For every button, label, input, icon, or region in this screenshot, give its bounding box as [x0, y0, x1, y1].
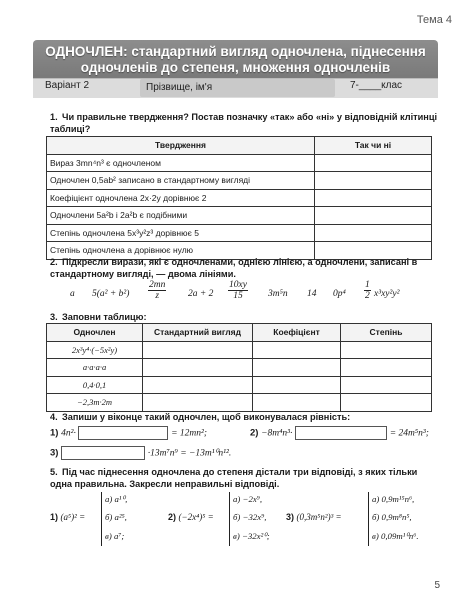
answer-cell[interactable] — [253, 341, 341, 359]
title-line-1: ОДНОЧЛЕН: стандартний вигляд одночлена, піднесення — [45, 44, 426, 59]
numerator: 10xy — [229, 280, 247, 290]
numerator: 1 — [365, 280, 370, 290]
col-header: Степінь — [341, 324, 432, 342]
expression-row — [0, 280, 474, 306]
left-expr: −8m⁴n³· — [261, 428, 293, 439]
question-1 — [50, 111, 440, 135]
option[interactable]: а) −2x⁹, — [233, 494, 263, 504]
expression[interactable]: 3m⁵n — [268, 289, 288, 299]
question-text: Підкресли вирази, які є одночленами, однією лінією, а одночлени, записані в стандартному вигляді, — двома лініями. — [50, 257, 418, 279]
expression[interactable] — [364, 280, 371, 301]
answer-cell[interactable] — [143, 359, 253, 377]
answer-cell[interactable] — [315, 189, 432, 207]
option[interactable]: б) a²⁵, — [105, 512, 127, 522]
option[interactable]: б) −32x⁹, — [233, 512, 267, 522]
group-label: 3) — [286, 512, 295, 522]
question-text: Запиши у віконце такий одночлен, щоб виконувалася рівність: — [62, 412, 351, 422]
question-text: Чи правильне твердження? Постав позначку «так» або «ні» у відповідній клітинці таблиці? — [50, 112, 438, 134]
item-label: 3) — [50, 447, 59, 459]
option[interactable]: а) 0,9m¹⁵n⁶, — [372, 494, 415, 504]
monomial-cell: −2,3m·2m — [47, 394, 143, 412]
answer-cell[interactable] — [253, 376, 341, 394]
answer-box[interactable] — [61, 446, 145, 460]
item-label: 1) — [50, 427, 59, 439]
group-label: 2) — [168, 512, 177, 522]
answer-cell[interactable] — [253, 359, 341, 377]
option[interactable]: а) a¹⁰, — [105, 494, 128, 504]
statement-cell: Степінь одночлена a дорівнює нулю — [47, 242, 315, 260]
option[interactable]: б) 0,9m⁸n⁵, — [372, 512, 412, 522]
topic-label: Тема 4 — [416, 14, 452, 26]
answer-cell[interactable] — [315, 224, 432, 242]
statement-cell: Вираз 3mn⁴n³ є одночленом — [47, 154, 315, 172]
answer-cell[interactable] — [315, 207, 432, 225]
statement-cell: Коефіцієнт одночлена 2x·2y дорівнює 2 — [47, 189, 315, 207]
option[interactable]: в) a⁷; — [105, 531, 125, 541]
class-field[interactable]: 7-____клас — [350, 80, 403, 91]
question-5 — [50, 466, 440, 490]
col-header: Твердження — [47, 137, 315, 155]
question-number: 1. — [50, 112, 58, 122]
item-label: 2) — [250, 427, 259, 439]
answer-box[interactable] — [295, 426, 387, 440]
group-expr: (a⁵)² = — [60, 512, 86, 522]
answer-box[interactable] — [78, 426, 168, 440]
q3-table — [46, 323, 432, 412]
expression[interactable]: 0p⁴ — [333, 289, 346, 299]
answer-cell[interactable] — [315, 172, 432, 190]
answer-cell[interactable] — [341, 341, 432, 359]
q5-group-2 — [168, 512, 214, 522]
q4-item-2 — [250, 426, 429, 440]
q5-group-3 — [286, 512, 342, 522]
q4-item-1 — [50, 426, 207, 440]
answer-cell[interactable] — [315, 154, 432, 172]
denominator: 15 — [233, 291, 243, 301]
title-line-2: одночленів до степеня, множення одночленів — [80, 60, 391, 75]
question-number: 3. — [50, 312, 58, 322]
right-expr: ·13m⁷n⁹ = −13m¹⁰n¹². — [147, 448, 232, 459]
question-number: 4. — [50, 412, 58, 422]
question-text: Під час піднесення одночлена до степеня дістали три відповіді, з яких тільки одна правильна. Закресли неправильні відповіді. — [50, 467, 418, 489]
statement-cell: Степінь одночлена 5x³y²z³ дорівнює 5 — [47, 224, 315, 242]
question-number: 5. — [50, 467, 58, 477]
col-header: Одночлен — [47, 324, 143, 342]
question-number: 2. — [50, 257, 58, 267]
right-expr: = 24m⁵n³; — [389, 428, 429, 439]
right-expr: = 12mn²; — [171, 428, 208, 439]
page-title — [33, 44, 438, 76]
expression[interactable] — [228, 280, 248, 301]
divider — [229, 492, 230, 546]
variant-label: Варіант 2 — [45, 80, 90, 91]
monomial-cell: 2x³y⁴·(−5x²y) — [47, 341, 143, 359]
q1-table — [46, 136, 432, 260]
answer-cell[interactable] — [341, 359, 432, 377]
expression[interactable]: a — [70, 289, 75, 299]
answer-cell[interactable] — [143, 376, 253, 394]
name-field[interactable]: Прізвище, ім'я — [140, 79, 335, 97]
monomial-cell: a·a·a·a — [47, 359, 143, 377]
question-2 — [50, 256, 440, 280]
left-expr: 4n²· — [61, 428, 76, 439]
statement-cell: Одночлен 0,5ab² записано в стандартному вигляді — [47, 172, 315, 190]
numerator: 2mn — [149, 280, 166, 290]
denominator: z — [155, 291, 160, 301]
expression[interactable]: 14 — [307, 289, 317, 299]
q5-group-1 — [50, 512, 85, 522]
denominator: 2 — [365, 291, 370, 301]
monomial-cell: 0,4·0,1 — [47, 376, 143, 394]
page-number: 5 — [434, 580, 440, 591]
col-header: Стандартний вигляд — [143, 324, 253, 342]
question-4 — [50, 411, 350, 423]
divider — [101, 492, 102, 546]
statement-cell: Одночлени 5a²b і 2a²b є подібними — [47, 207, 315, 225]
expression[interactable]: 2a + 2 — [188, 289, 214, 299]
question-3 — [50, 311, 147, 323]
q4-item-3 — [50, 446, 231, 460]
question-text: Заповни таблицю: — [62, 312, 147, 322]
answer-cell[interactable] — [253, 394, 341, 412]
option[interactable]: в) 0,09m¹⁰n⁶. — [372, 531, 419, 541]
group-expr: (0,3m⁵n²)³ = — [296, 512, 342, 522]
answer-cell[interactable] — [143, 394, 253, 412]
expression[interactable] — [148, 280, 166, 301]
group-expr: (−2x⁴)⁵ = — [178, 512, 214, 522]
option[interactable]: в) −32x²⁰; — [233, 531, 270, 541]
answer-cell[interactable] — [341, 394, 432, 412]
answer-cell[interactable] — [143, 341, 253, 359]
col-header: Коефіцієнт — [253, 324, 341, 342]
expression[interactable]: x³xy²y² — [374, 289, 400, 299]
answer-cell[interactable] — [341, 376, 432, 394]
expression[interactable]: 5(a² + b²) — [92, 289, 130, 299]
divider — [368, 492, 369, 546]
col-header: Так чи ні — [315, 137, 432, 155]
group-label: 1) — [50, 512, 59, 522]
